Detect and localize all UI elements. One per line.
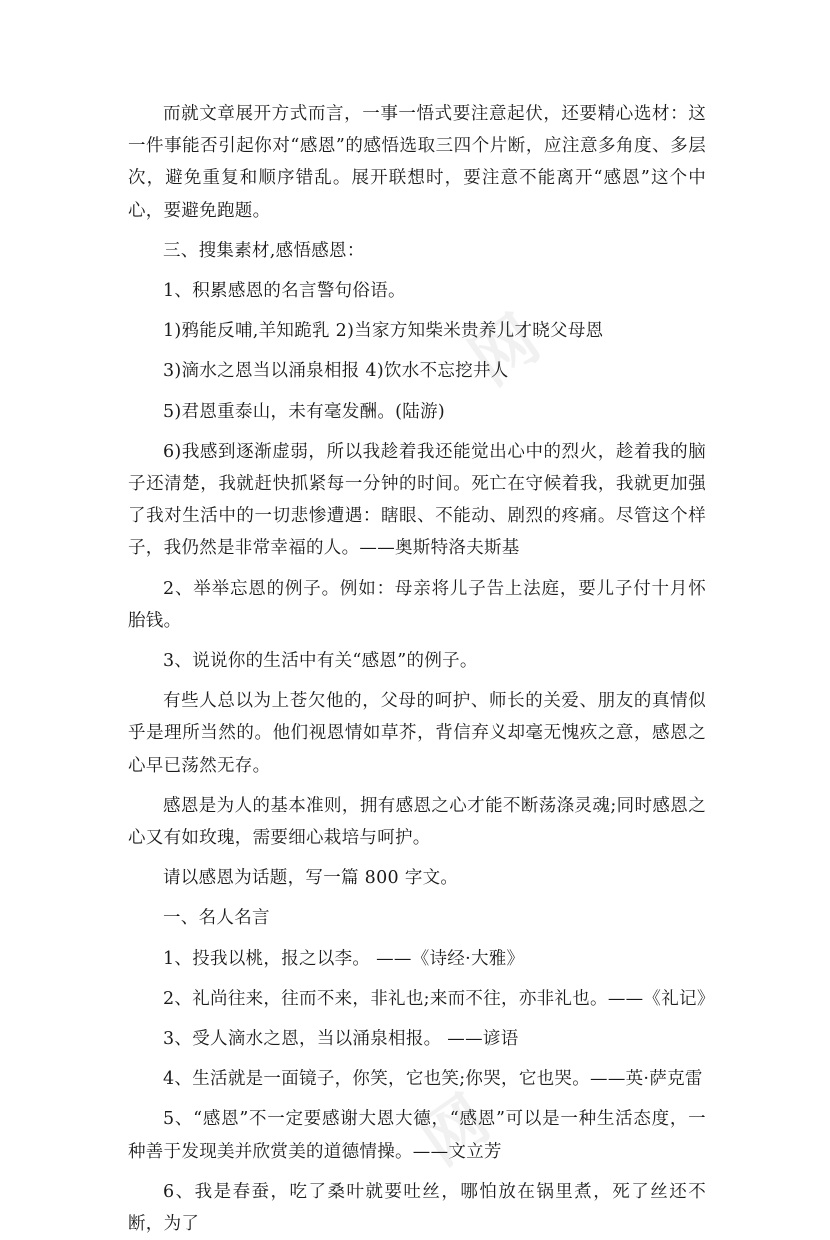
list-item: 3、说说你的生活中有关“感恩”的例子。 xyxy=(163,651,478,672)
paragraph: 请以感恩为话题，写一篇 800 字文。 xyxy=(163,868,459,889)
quote-item: 6)我感到逐渐虚弱，所以我趁着我还能觉出心中的烈火，趁着我的脑子还清楚，我就赶快抓紧每一分钟的时间。死亡在守候着我，我就更加强了我对生活中的一切悲惨遭遇：瞎眼、不能动、剧烈的疼痛。尽管这个样子，我仍然是非常幸福的人。——奥斯特洛夫斯基 xyxy=(128,441,706,559)
list-item: 1、积累感恩的名言警句俗语。 xyxy=(163,281,406,302)
paragraph: 而就文章展开方式而言，一事一悟式要注意起伏，还要精心选材：这一件事能否引起你对“感恩”的感悟选取三四个片断，应注意多角度、多层次，避免重复和顺序错乱。展开联想时，要注意不能离开“感恩”这个中心，要避免跑题。 xyxy=(128,104,706,221)
list-item: 2、举举忘恩的例子。例如：母亲将儿子告上法庭，要儿子付十月怀胎钱。 xyxy=(128,578,706,631)
document-body xyxy=(128,98,715,1240)
paragraph: 有些人总以为上苍欠他的，父母的呵护、师长的关爱、朋友的真情似乎是理所当然的。他们视恩情如草芥，背信弃义却毫无愧疚之意，感恩之心早已荡然无存。 xyxy=(128,691,706,776)
quote-item: 5)君恩重泰山，未有毫发酬。(陆游) xyxy=(163,401,446,422)
section-heading: 一、名人名言 xyxy=(163,908,270,929)
watermark: 网 xyxy=(408,1082,503,1180)
section-heading: 三、搜集素材,感悟感恩： xyxy=(163,240,365,261)
watermark: 网 xyxy=(458,302,553,400)
quote-item: 4、生活就是一面镜子，你笑，它也笑;你哭，它也哭。——英·萨克雷 xyxy=(163,1069,703,1090)
quote-item: 3)滴水之恩当以涌泉相报 4)饮水不忘挖井人 xyxy=(163,361,509,382)
quote-item: 1)鸦能反哺,羊知跪乳 2)当家方知柴米贵养儿才晓父母恩 xyxy=(163,321,604,342)
quote-item: 6、我是春蚕，吃了桑叶就要吐丝，哪怕放在锅里煮，死了丝还不断，为了 xyxy=(128,1181,706,1235)
quote-item: 2、礼尚往来，往而不来，非礼也;来而不往，亦非礼也。——《礼记》 xyxy=(163,988,715,1009)
quote-item: 3、受人滴水之恩，当以涌泉相报。 ——谚语 xyxy=(163,1029,519,1050)
quote-item: 1、投我以桃，报之以李。 ——《诗经·大雅》 xyxy=(163,948,525,969)
paragraph: 感恩是为人的基本准则，拥有感恩之心才能不断荡涤灵魂;同时感恩之心又有如玫瑰，需要细心栽培与呵护。 xyxy=(128,795,706,849)
quote-item: 5、“感恩”不一定要感谢大恩大德，“感恩”可以是一种生活态度，一种善于发现美并欣赏美的道德情操。——文立芳 xyxy=(128,1109,706,1162)
